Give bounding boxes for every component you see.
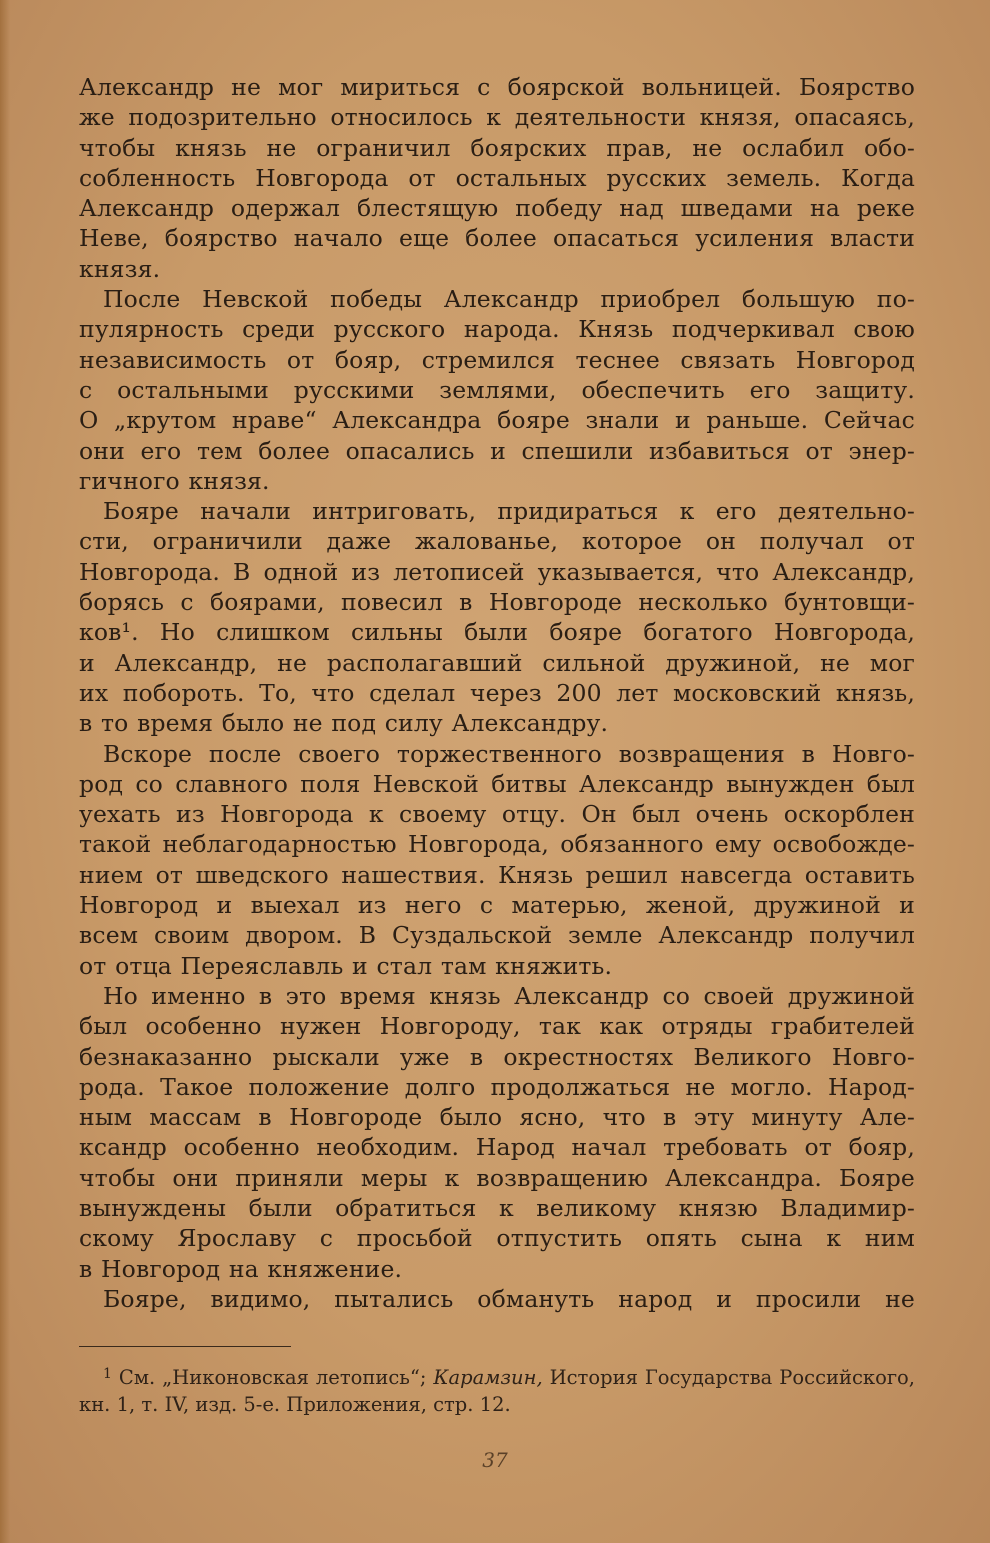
page-edge-shadow: [0, 0, 10, 1543]
text-line: ков¹. Но слишком сильны были бояре богатого Новгорода,: [79, 618, 915, 647]
footnote-text-after: История Государства Российского, кн. 1, т. IV, изд. 5-е. Приложения, стр. 12.: [79, 1366, 915, 1416]
footnote-separator: [79, 1346, 291, 1347]
page-number: 37: [482, 1448, 508, 1472]
footnote-text-before: См. „Никоновская летопись“;: [118, 1366, 434, 1389]
text-line: всем своим двором. В Суздальской земле Александр получил: [79, 921, 915, 950]
text-line: же подозрительно относилось к деятельности князя, опасаясь,: [79, 103, 915, 132]
text-line: Но именно в это время князь Александр со своей дружиной: [103, 981, 915, 1010]
text-line: независимость от бояр, стремился теснее связать Новгород: [79, 345, 915, 374]
text-line: О „крутом нраве“ Александра бояре знали и раньше. Сейчас: [79, 406, 915, 435]
text-line: Вскоре после своего торжественного возвращения в Новго-: [103, 739, 915, 768]
text-line: Бояре, видимо, пытались обмануть народ и просили не: [103, 1284, 915, 1313]
text-line: род со славного поля Невской битвы Александр вынужден был: [79, 769, 915, 798]
text-line: в то время было не под силу Александру.: [79, 709, 609, 738]
text-line: Бояре начали интриговать, придираться к его деятельно-: [103, 497, 915, 526]
text-line: Неве, боярство начало еще более опасаться усиления власти: [79, 224, 915, 253]
footnote: [79, 1364, 915, 1418]
footnote-author: Карамзин,: [433, 1366, 543, 1389]
text-line: пулярность среди русского народа. Князь подчеркивал свою: [79, 315, 915, 344]
text-line: ксандр особенно необходим. Народ начал требовать от бояр,: [79, 1133, 915, 1162]
text-line: безнаказанно рыскали уже в окрестностях Великого Новго-: [79, 1042, 915, 1071]
text-line: в Новгород на княжение.: [79, 1254, 403, 1283]
text-line: князя.: [79, 254, 161, 283]
text-line: вынуждены были обратиться к великому князю Владимир-: [79, 1193, 915, 1222]
text-line: Александр не мог мириться с боярской вольницей. Боярство: [79, 73, 915, 101]
footnote-paragraph: [79, 1364, 915, 1418]
text-line: ным массам в Новгороде было ясно, что в эту минуту Але-: [79, 1103, 915, 1132]
text-line: их побороть. То, что сделал через 200 лет московский князь,: [79, 678, 915, 707]
text-line: уехать из Новгорода к своему отцу. Он был очень оскорблен: [79, 800, 915, 829]
text-line: собленность Новгорода от остальных русских земель. Когда: [79, 163, 915, 192]
text-line: гичного князя.: [79, 466, 270, 495]
main-text: [79, 72, 915, 1314]
text-line: и Александр, не располагавший сильной дружиной, не мог: [79, 648, 915, 677]
text-line: они его тем более опасались и спешили избавиться от энер-: [79, 436, 915, 465]
text-line: рода. Такое положение долго продолжаться не могло. Народ-: [79, 1072, 915, 1101]
text-line: чтобы они приняли меры к возвращению Александра. Бояре: [79, 1163, 915, 1192]
text-line: чтобы князь не ограничил боярских прав, не ослабил обо-: [79, 133, 915, 162]
text-line: нием от шведского нашествия. Князь решил навсегда оставить: [79, 860, 915, 889]
footnote-number: 1: [103, 1366, 112, 1382]
text-line: сти, ограничили даже жалованье, которое он получал от: [79, 527, 915, 556]
text-line: Новгород и выехал из него с матерью, женой, дружиной и: [79, 891, 915, 920]
text-line: с остальными русскими землями, обеспечить его защиту.: [79, 375, 915, 404]
text-line: скому Ярославу с просьбой отпустить опять сына к ним: [79, 1224, 915, 1253]
text-line: был особенно нужен Новгороду, так как отряды грабителей: [79, 1012, 915, 1041]
text-line: После Невской победы Александр приобрел большую по-: [103, 285, 915, 314]
text-line: борясь с боярами, повесил в Новгороде несколько бунтовщи-: [79, 588, 915, 617]
text-line: Александр одержал блестящую победу над шведами на реке: [79, 194, 915, 223]
text-line: Новгорода. В одной из летописей указывается, что Александр,: [79, 557, 915, 586]
text-line: такой неблагодарностью Новгорода, обязанного ему освобожде-: [79, 830, 915, 859]
text-line: от отца Переяславль и стал там княжить.: [79, 951, 613, 980]
